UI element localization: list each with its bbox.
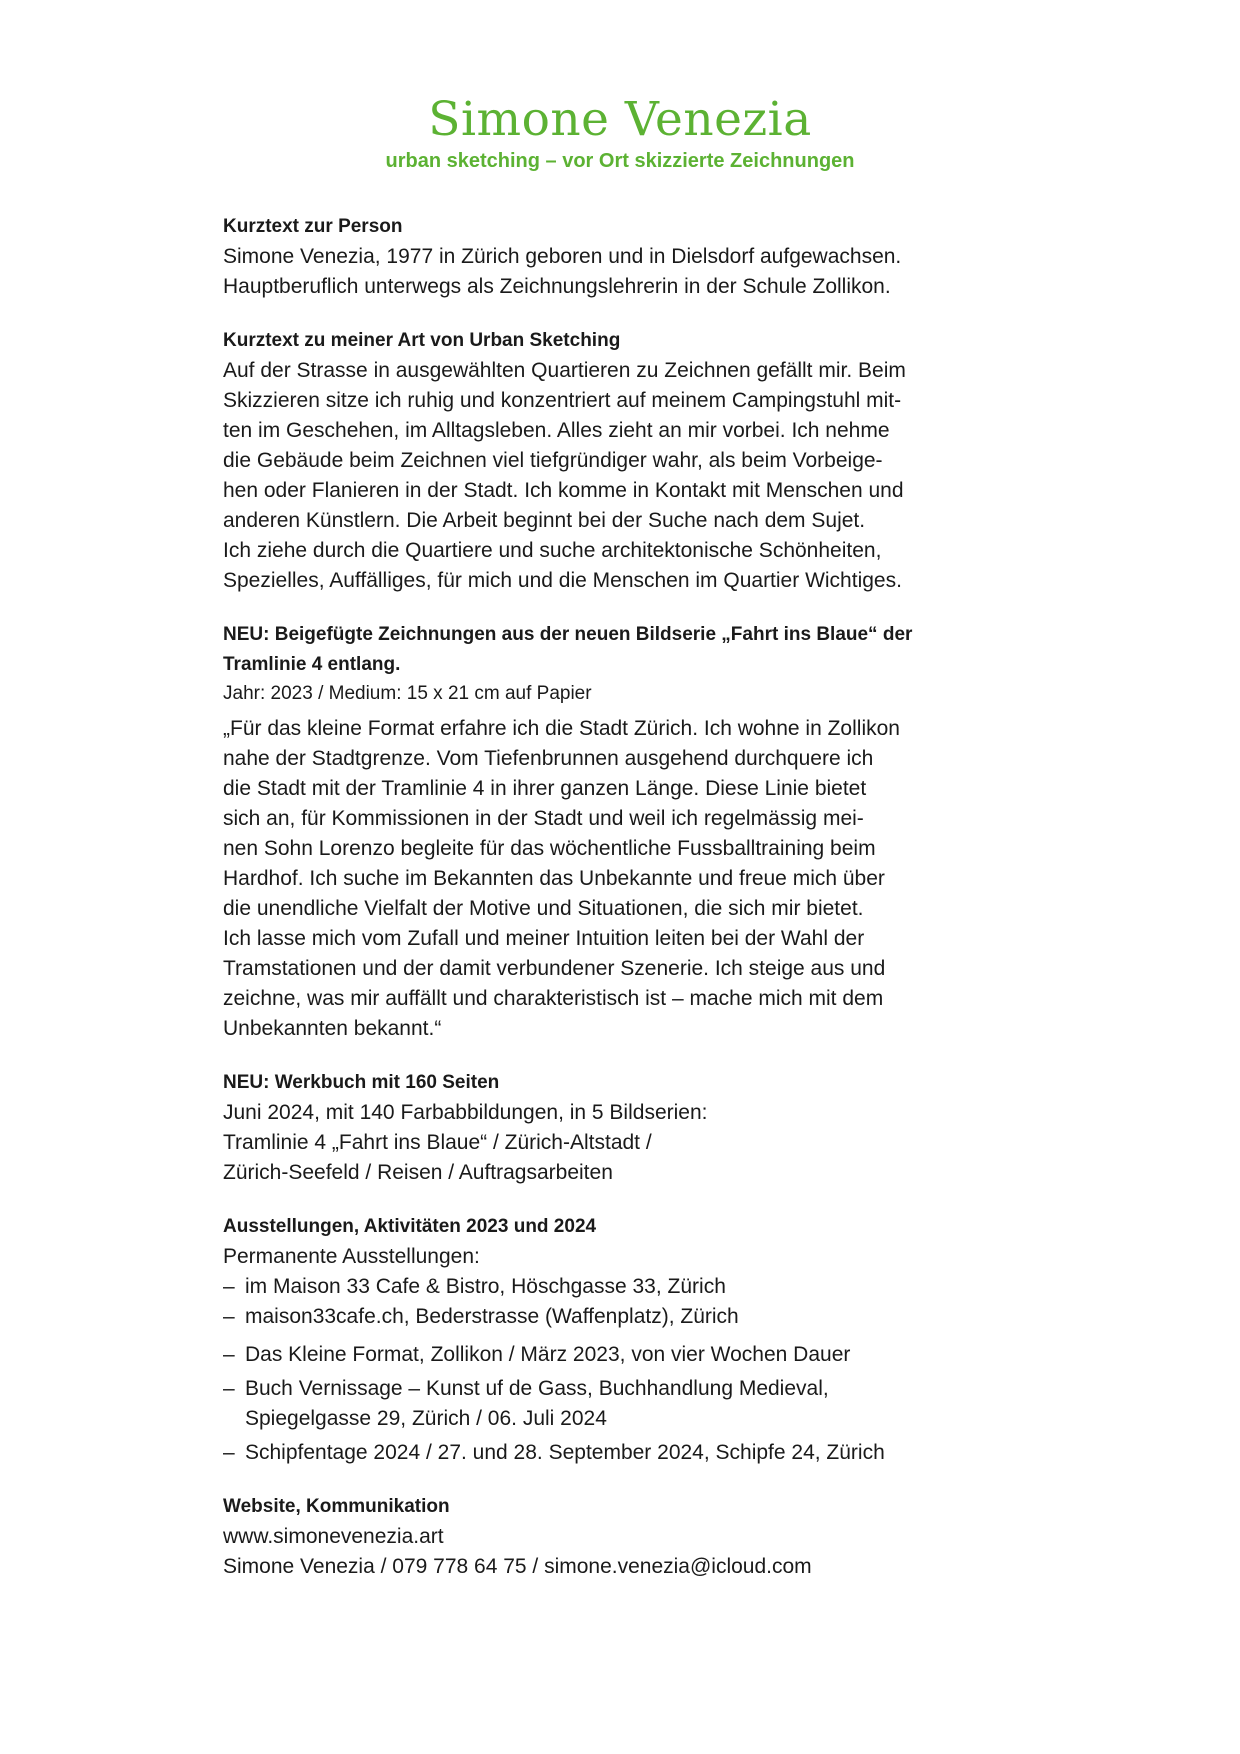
paragraph-line: hen oder Flanieren in der Stadt. Ich komme in Kontakt mit Menschen und xyxy=(223,479,904,502)
list-item xyxy=(223,1272,1043,1302)
section-new-drawings xyxy=(223,620,1043,1044)
list-item-text: Schipfentage 2024 / 27. und 28. September 2024, Schipfe 24, Zürich xyxy=(245,1441,885,1464)
section-heading: NEU: Werkbuch mit 160 Seiten xyxy=(223,1072,500,1093)
page-subtitle: urban sketching – vor Ort skizzierte Zeichnungen xyxy=(385,150,855,172)
website-link[interactable]: www.simonevenezia.art xyxy=(223,1525,444,1548)
list-item xyxy=(223,1302,1043,1332)
quote-line: Unbekannten bekannt.“ xyxy=(223,1017,442,1040)
quote-line: nen Sohn Lorenzo begleite für das wöchentliche Fussballtraining beim xyxy=(223,837,876,860)
paragraph-line: Tramlinie 4 „Fahrt ins Blaue“ / Zürich-Altstadt / xyxy=(223,1131,652,1154)
paragraph-line: die Gebäude beim Zeichnen viel tiefgründiger wahr, als beim Vorbeige- xyxy=(223,449,883,472)
quote-line: Tramstationen und der damit verbundener Szenerie. Ich steige aus und xyxy=(223,957,886,980)
section-urban-sketching xyxy=(223,326,1043,596)
dash: – xyxy=(223,1441,235,1464)
paragraph-line: Auf der Strasse in ausgewählten Quartieren zu Zeichnen gefällt mir. Beim xyxy=(223,359,906,382)
list-item-text: Spiegelgasse 29, Zürich / 06. Juli 2024 xyxy=(245,1407,607,1430)
section-heading: Kurztext zu meiner Art von Urban Sketching xyxy=(223,330,621,351)
section-heading: Website, Kommunikation xyxy=(223,1496,450,1517)
page-title: Simone Venezia xyxy=(428,92,812,147)
paragraph-line: ten im Geschehen, im Alltagsleben. Alles zieht an mir vorbei. Ich nehme xyxy=(223,419,890,442)
section-heading: NEU: Beigefügte Zeichnungen aus der neuen Bildserie „Fahrt ins Blaue“ der xyxy=(223,624,913,645)
quote-line: die Stadt mit der Tramlinie 4 in ihrer ganzen Länge. Diese Linie bietet xyxy=(223,777,867,800)
section-heading: Kurztext zur Person xyxy=(223,216,403,237)
exhibitions-intro: Permanente Ausstellungen: xyxy=(223,1245,480,1268)
paragraph-line: Hauptberuflich unterwegs als Zeichnungslehrerin in der Schule Zollikon. xyxy=(223,275,891,298)
artwork-meta: Jahr: 2023 / Medium: 15 x 21 cm auf Papier xyxy=(223,683,592,704)
paragraph-line: Juni 2024, mit 140 Farbabbildungen, in 5 Bildserien: xyxy=(223,1101,708,1124)
quote-line: zeichne, was mir auffällt und charakteristisch ist – mache mich mit dem xyxy=(223,987,884,1010)
section-werkbuch xyxy=(223,1068,1043,1188)
list-item-text: maison33cafe.ch, Bederstrasse (Waffenplatz), Zürich xyxy=(245,1305,739,1328)
document-body xyxy=(223,212,1043,1606)
dash: – xyxy=(223,1275,235,1298)
quote-line: „Für das kleine Format erfahre ich die Stadt Zürich. Ich wohne in Zollikon xyxy=(223,717,900,740)
list-item-text: im Maison 33 Cafe & Bistro, Höschgasse 33, Zürich xyxy=(245,1275,726,1298)
section-heading: Tramlinie 4 entlang. xyxy=(223,654,401,675)
dash: – xyxy=(223,1377,235,1400)
quote-line: nahe der Stadtgrenze. Vom Tiefenbrunnen ausgehend durchquere ich xyxy=(223,747,874,770)
dash: – xyxy=(223,1343,235,1366)
list-item xyxy=(223,1374,1043,1404)
paragraph-line: Spezielles, Auffälliges, für mich und die Menschen im Quartier Wichtiges. xyxy=(223,569,902,592)
section-heading: Ausstellungen, Aktivitäten 2023 und 2024 xyxy=(223,1216,597,1237)
paragraph-line: Zürich-Seefeld / Reisen / Auftragsarbeiten xyxy=(223,1161,613,1184)
paragraph-line: Simone Venezia, 1977 in Zürich geboren und in Dielsdorf aufgewachsen. xyxy=(223,245,902,268)
page-header xyxy=(0,92,1240,174)
section-person xyxy=(223,212,1043,302)
list-item-text: Buch Vernissage – Kunst uf de Gass, Buchhandlung Medieval, xyxy=(245,1377,829,1400)
quote-line: Ich lasse mich vom Zufall und meiner Intuition leiten bei der Wahl der xyxy=(223,927,865,950)
quote-line: Hardhof. Ich suche im Bekannten das Unbekannte und freue mich über xyxy=(223,867,885,890)
list-item xyxy=(223,1438,1043,1468)
dash: – xyxy=(223,1305,235,1328)
section-exhibitions xyxy=(223,1212,1043,1468)
paragraph-line: anderen Künstlern. Die Arbeit beginnt bei der Suche nach dem Sujet. xyxy=(223,509,866,532)
section-contact xyxy=(223,1492,1043,1582)
paragraph-line: Skizzieren sitze ich ruhig und konzentriert auf meinem Campingstuhl mit- xyxy=(223,389,902,412)
list-item-continuation xyxy=(223,1404,1043,1434)
paragraph-line: Ich ziehe durch die Quartiere und suche architektonische Schönheiten, xyxy=(223,539,882,562)
quote-line: sich an, für Kommissionen in der Stadt und weil ich regelmässig mei- xyxy=(223,807,864,830)
list-item xyxy=(223,1340,1043,1370)
quote-line: die unendliche Vielfalt der Motive und Situationen, die sich mir bietet. xyxy=(223,897,864,920)
contact-line: Simone Venezia / 079 778 64 75 / simone.venezia@icloud.com xyxy=(223,1555,812,1578)
list-item-text: Das Kleine Format, Zollikon / März 2023, von vier Wochen Dauer xyxy=(245,1343,851,1366)
